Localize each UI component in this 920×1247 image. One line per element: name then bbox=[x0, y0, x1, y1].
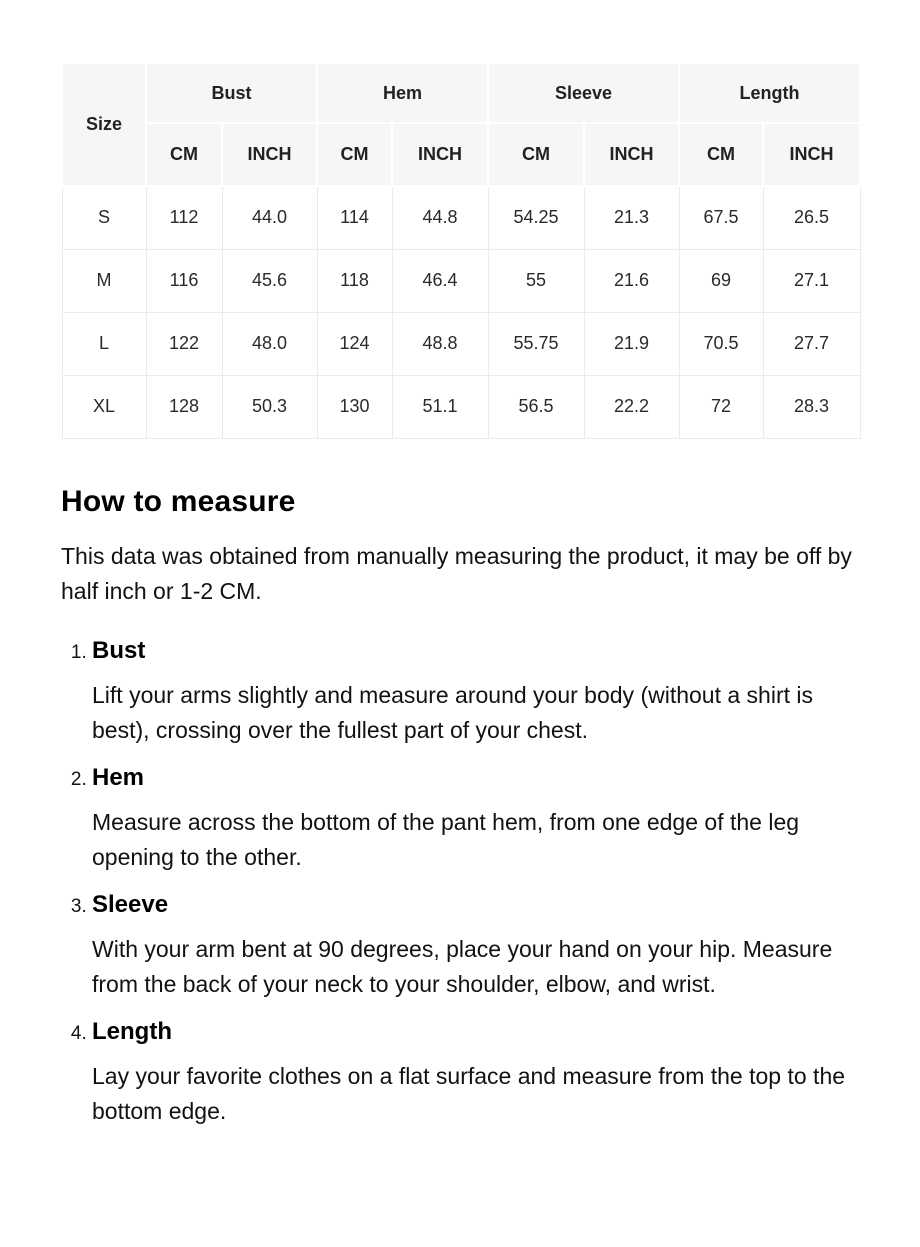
cell-value: 70.5 bbox=[679, 312, 763, 375]
cell-value: 56.5 bbox=[488, 375, 584, 438]
cell-value: 112 bbox=[146, 186, 222, 249]
unit-header-hem-inch: INCH bbox=[392, 123, 488, 186]
cell-value: 67.5 bbox=[679, 186, 763, 249]
cell-value: 46.4 bbox=[392, 249, 488, 312]
cell-value: 48.8 bbox=[392, 312, 488, 375]
cell-value: 54.25 bbox=[488, 186, 584, 249]
cell-value: 27.7 bbox=[763, 312, 860, 375]
step-description-bust: Lift your arms slightly and measure around your body (without a shirt is best), crossing over the fullest part of your chest. bbox=[92, 681, 813, 743]
unit-header-sleeve-cm: CM bbox=[488, 123, 584, 186]
cell-value: 22.2 bbox=[584, 375, 679, 438]
step-title-hem: Hem bbox=[92, 763, 145, 791]
step-length bbox=[92, 1014, 859, 1129]
size-label: L bbox=[62, 312, 146, 375]
measure-steps-list bbox=[61, 633, 859, 1129]
how-to-measure-section bbox=[61, 485, 859, 1129]
size-chart-table bbox=[61, 62, 861, 439]
step-sleeve bbox=[92, 887, 859, 1002]
section-title: How to measure bbox=[61, 484, 296, 518]
cell-value: 55 bbox=[488, 249, 584, 312]
step-title-sleeve: Sleeve bbox=[92, 890, 169, 918]
cell-value: 21.9 bbox=[584, 312, 679, 375]
unit-header-sleeve-inch: INCH bbox=[584, 123, 679, 186]
cell-value: 27.1 bbox=[763, 249, 860, 312]
cell-value: 118 bbox=[317, 249, 392, 312]
cell-value: 50.3 bbox=[222, 375, 317, 438]
cell-value: 28.3 bbox=[763, 375, 860, 438]
cell-value: 72 bbox=[679, 375, 763, 438]
cell-value: 44.8 bbox=[392, 186, 488, 249]
column-header-size: Size bbox=[62, 63, 146, 186]
step-hem bbox=[92, 760, 859, 875]
unit-header-hem-cm: CM bbox=[317, 123, 392, 186]
table-row-size-m bbox=[62, 249, 860, 312]
unit-header-bust-inch: INCH bbox=[222, 123, 317, 186]
table-header-group-row bbox=[62, 63, 860, 123]
cell-value: 55.75 bbox=[488, 312, 584, 375]
cell-value: 45.6 bbox=[222, 249, 317, 312]
size-label: S bbox=[62, 186, 146, 249]
size-label: M bbox=[62, 249, 146, 312]
step-description-length: Lay your favorite clothes on a flat surface and measure from the top to the bottom edge. bbox=[92, 1062, 846, 1124]
column-header-hem: Hem bbox=[317, 63, 488, 123]
table-row-size-s bbox=[62, 186, 860, 249]
unit-header-bust-cm: CM bbox=[146, 123, 222, 186]
cell-value: 26.5 bbox=[763, 186, 860, 249]
cell-value: 48.0 bbox=[222, 312, 317, 375]
cell-value: 21.3 bbox=[584, 186, 679, 249]
size-label: XL bbox=[62, 375, 146, 438]
cell-value: 128 bbox=[146, 375, 222, 438]
cell-value: 51.1 bbox=[392, 375, 488, 438]
cell-value: 44.0 bbox=[222, 186, 317, 249]
table-row-size-xl bbox=[62, 375, 860, 438]
cell-value: 122 bbox=[146, 312, 222, 375]
column-header-bust: Bust bbox=[146, 63, 317, 123]
step-description-sleeve: With your arm bent at 90 degrees, place your hand on your hip. Measure from the back of your neck to your shoulder, elbow, and wrist. bbox=[92, 935, 833, 997]
cell-value: 116 bbox=[146, 249, 222, 312]
cell-value: 124 bbox=[317, 312, 392, 375]
cell-value: 130 bbox=[317, 375, 392, 438]
cell-value: 21.6 bbox=[584, 249, 679, 312]
column-header-sleeve: Sleeve bbox=[488, 63, 679, 123]
cell-value: 69 bbox=[679, 249, 763, 312]
unit-header-length-inch: INCH bbox=[763, 123, 860, 186]
step-title-bust: Bust bbox=[92, 636, 146, 664]
table-row-size-l bbox=[62, 312, 860, 375]
column-header-length: Length bbox=[679, 63, 860, 123]
step-bust bbox=[92, 633, 859, 748]
step-title-length: Length bbox=[92, 1017, 172, 1045]
unit-header-length-cm: CM bbox=[679, 123, 763, 186]
step-description-hem: Measure across the bottom of the pant hem, from one edge of the leg opening to the other. bbox=[92, 808, 800, 870]
measure-disclaimer-text: This data was obtained from manually measuring the product, it may be off by half inch or 1-2 CM. bbox=[61, 542, 852, 604]
cell-value: 114 bbox=[317, 186, 392, 249]
table-header-unit-row bbox=[62, 123, 860, 186]
